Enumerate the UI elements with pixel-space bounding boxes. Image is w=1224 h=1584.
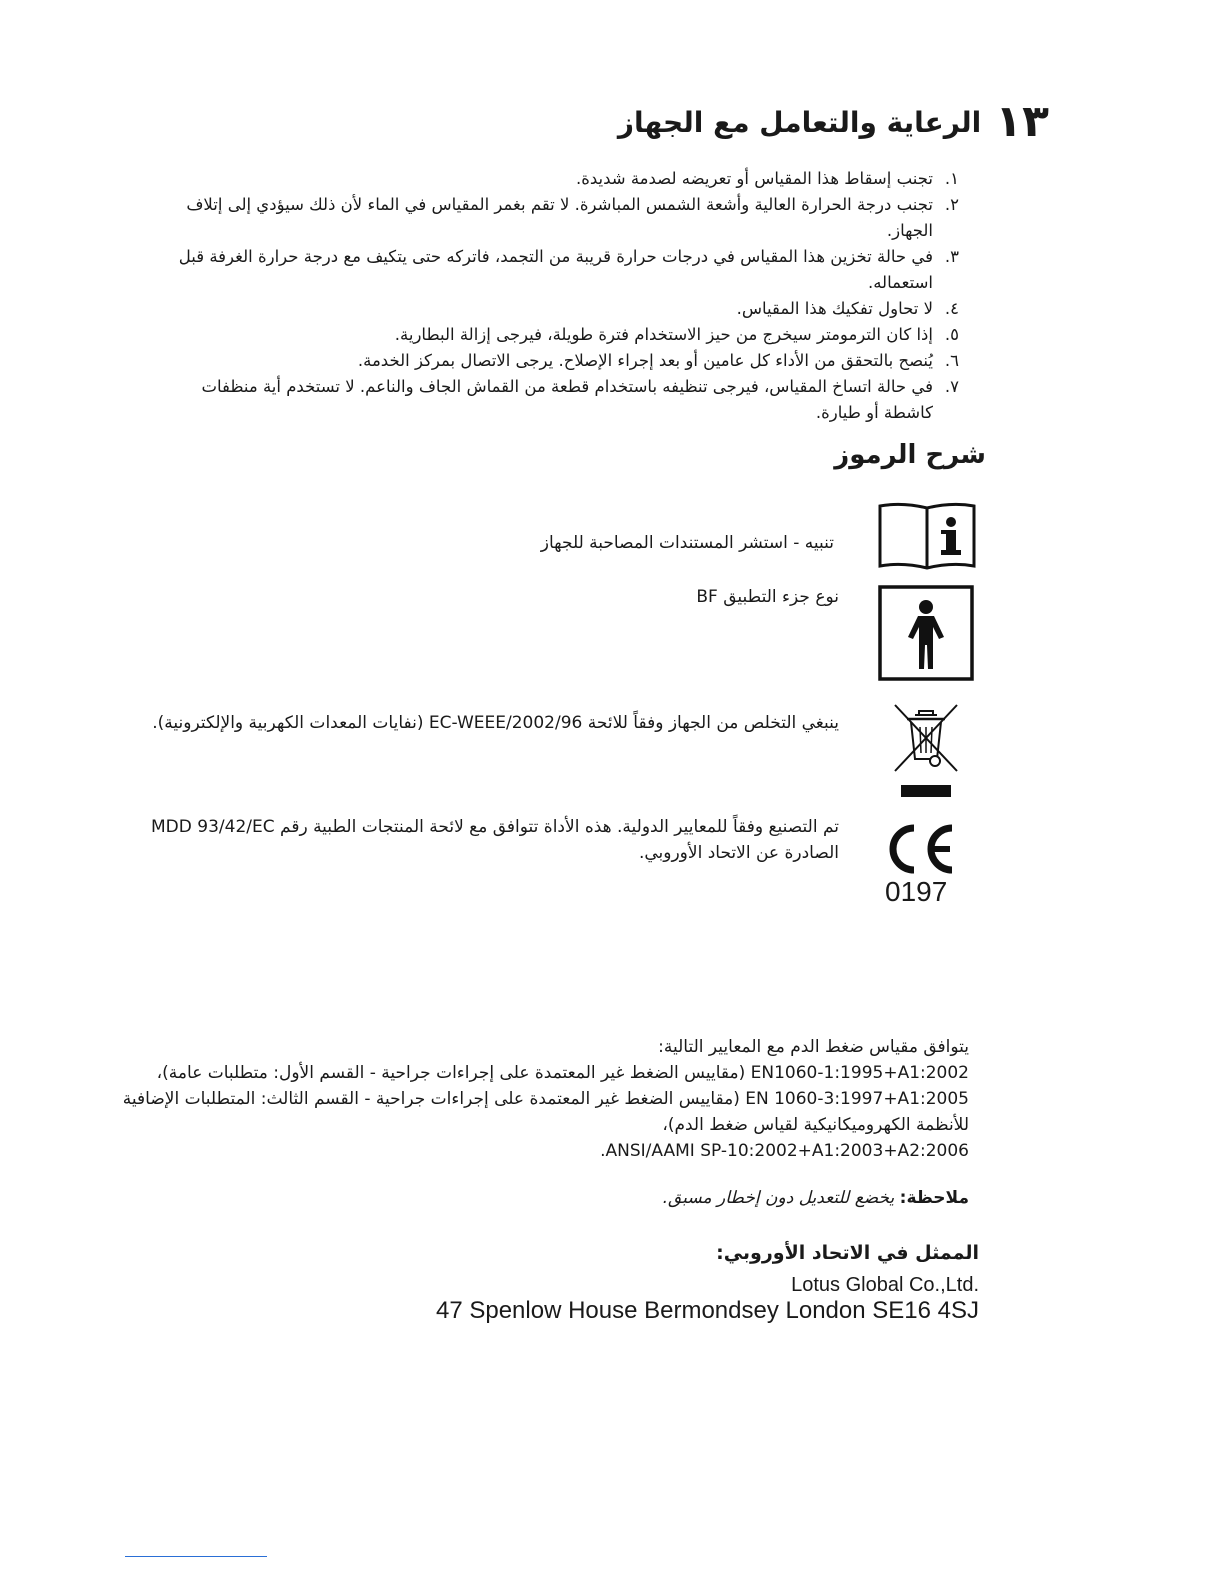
symbols-title: شرح الرموز bbox=[834, 440, 986, 470]
eu-representative-title: الممثل في الاتحاد الأوروبي: bbox=[716, 1242, 979, 1264]
company-name: Lotus Global Co.,Ltd. bbox=[791, 1274, 979, 1296]
symbol-text-ce: تم التصنيع وفقاً للمعايير الدولية. هذه الأداة تتوافق مع لائحة المنتجات الطبية رقم MDD 93/42/EC الصادرة عن الاتحاد الأوروبي. bbox=[151, 817, 839, 863]
list-item: ٥. إذا كان الترمومتر سيخرج من حيز الاستخدام فترة طويلة، فيرجى إزالة البطارية. bbox=[394, 325, 959, 344]
care-instructions-list bbox=[159, 166, 959, 426]
symbol-text-manual: تنبيه - استشر المستندات المصاحبة للجهاز bbox=[540, 533, 834, 553]
note bbox=[663, 1188, 969, 1208]
note-label: ملاحظة: bbox=[899, 1188, 969, 1208]
ce-mark-icon bbox=[884, 822, 964, 880]
standards-intro: يتوافق مقياس ضغط الدم مع المعايير التالية: bbox=[658, 1037, 969, 1057]
list-item: ٦. يُنصح بالتحقق من الأداء كل عامين أو بعد إجراء الإصلاح. يرجى الاتصال بمركز الخدمة. bbox=[357, 351, 959, 370]
standards-block bbox=[109, 1034, 969, 1164]
list-item: ٢. تجنب درجة الحرارة العالية وأشعة الشمس المباشرة. لا تقم بغمر المقياس في الماء لأن ذلك سيؤدي إلى إتلاف الجهاز. bbox=[186, 195, 959, 240]
ce-number: 0197 bbox=[885, 876, 948, 907]
footer-divider bbox=[125, 1556, 267, 1557]
bf-type-body-icon bbox=[878, 585, 974, 685]
standard-line: EN1060-1:1995+A1:2002 (مقاييس الضغط غير المعتمدة على إجراءات جراحية - القسم الأول: متطلبات عامة)، bbox=[156, 1063, 969, 1083]
chapter-header bbox=[617, 96, 1049, 147]
list-item: ٤. لا تحاول تفكيك هذا المقياس. bbox=[736, 299, 959, 318]
symbol-text-weee: ينبغي التخلص من الجهاز وفقاً للائحة 2002/96/EC-WEEE (نفايات المعدات الكهربية والإلكترونية). bbox=[152, 713, 839, 733]
weee-bin-icon bbox=[893, 703, 959, 803]
symbol-text-bf: نوع جزء التطبيق BF bbox=[696, 587, 839, 607]
list-item: ٣. في حالة تخزين هذا المقياس في درجات حرارة قريبة من التجمد، فاتركه حتى يتكيف مع درجة حرارة الغرفة قبل استعماله. bbox=[178, 247, 959, 292]
manual-info-icon bbox=[878, 500, 976, 574]
standard-line: EN 1060-3:1997+A1:2005 (مقاييس الضغط غير المعتمدة على إجراءات جراحية - القسم الثالث: المتطلبات الإضافية للأنظمة الكهروميكانيكية لقياس ضغط الدم)، bbox=[122, 1089, 969, 1135]
note-text: يخضع للتعديل دون إخطار مسبق. bbox=[662, 1188, 895, 1208]
standard-line: ANSI/AAMI SP-10:2002+A1:2003+A2:2006. bbox=[600, 1141, 969, 1161]
company-address: 47 Spenlow House Bermondsey London SE16 4SJ bbox=[435, 1297, 979, 1324]
chapter-number: ١٣ bbox=[995, 96, 1049, 147]
chapter-title: الرعاية والتعامل مع الجهاز bbox=[617, 105, 982, 139]
list-item: ٧. في حالة اتساخ المقياس، فيرجى تنظيفه باستخدام قطعة من القماش الجاف والناعم. لا تستخدم أية منظفات كاشطة أو طيارة. bbox=[201, 377, 959, 422]
list-item: ١. تجنب إسقاط هذا المقياس أو تعريضه لصدمة شديدة. bbox=[575, 169, 959, 188]
